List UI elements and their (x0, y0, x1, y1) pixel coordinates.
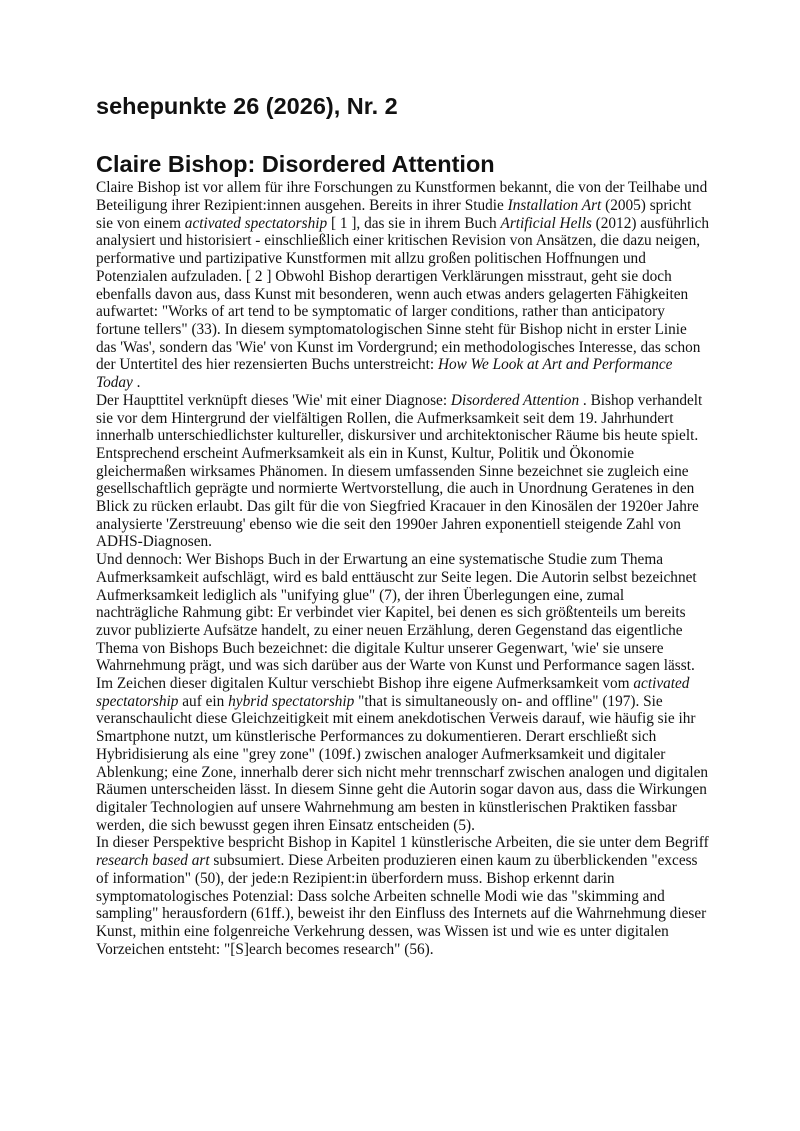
italic-text: hybrid spectatorship (228, 692, 355, 710)
paragraph (96, 179, 710, 391)
paragraph (96, 551, 710, 675)
text-run: . (132, 374, 141, 392)
paragraph (96, 675, 710, 834)
text-run: Im Zeichen dieser digitalen Kultur verschiebt Bishop ihre eigene Aufmerksamkeit vom (96, 675, 634, 693)
paragraph (96, 834, 710, 958)
text-run: "that is simultaneously on- and offline" (197). Sie veranschaulicht diese Gleichzeitigkeit mit einem anekdotischen Verweis darauf, wie häufig sie ihr Smartphone nutzt, um künstlerische Performances zu dokumentieren. Derart erschließt sich Hybridisierung als eine "grey zone" (109f.) zwischen analoger Aufmerksamkeit und digitaler Ablenkung; eine Zone, innerhalb derer sich nicht mehr trennscharf zwischen analogen und digitalen Räumen unterscheiden lässt. In diesem Sinne geht die Autorin sogar davon aus, dass die Wirkungen digitaler Technologien auf unsere Wahrnehmung am besten in künstlerischen Praktiken fassbar werden, die sich bewusst gegen ihren Einsatz entscheiden (5). (96, 692, 709, 834)
italic-text: Disordered Attention (450, 391, 580, 409)
text-run: [ 1 ], das sie in ihrem Buch (327, 214, 501, 232)
text-run: subsumiert. Diese Arbeiten produzieren einen kaum zu überblickenden "excess of information" (50), der jede:n Rezipient:in überfordern muss. Bishop erkennt darin symptomatologisches Potenzial: Dass solche Arbeiten schnelle Modi wie das "skimming and sampling" herausfordern (61ff.), beweist ihr den Einfluss des Internets auf die Wahrnehmung dieser Kunst, mithin eine folgenreiche Verkehrung dessen, was Wissen ist und wie es unter digitalen Vorzeichen entsteht: "[S]earch becomes research" (56). (96, 852, 707, 958)
text-run: (2012) ausführlich analysiert und historisiert - einschließlich einer kritischen Revision von Ansätzen, die dazu neigen, performative und partizipative Kunstformen mit allzu großen politischen Hoffnungen und Potenzialen aufzuladen. [ 2 ] Obwohl Bishop derartigen Verklärungen misstraut, geht sie doch ebenfalls davon aus, dass Kunst mit besonderen, wenn auch etwas anders gelagerten Fähigkeiten aufwartet: "Works of art tend to be symptomatic of larger conditions, rather than anticipatory fortune tellers" (33). In diesem symptomatologischen Sinne steht für Bishop nicht in erster Linie das 'Was', sondern das 'Wie' von Kunst im Vordergrund; ein methodologisches Interesse, das schon der Untertitel des hier rezensierten Buchs unterstreicht: (96, 214, 710, 374)
italic-text: Artificial Hells (500, 214, 592, 232)
review-body (96, 179, 710, 958)
paragraph (96, 392, 710, 551)
text-run: Der Haupttitel verknüpft dieses 'Wie' mit einer Diagnose: (96, 391, 451, 409)
review-title: Claire Bishop: Disordered Attention (96, 151, 495, 178)
text-run: (2005) spricht sie von einem (96, 197, 692, 232)
italic-text: research based art (96, 852, 210, 870)
text-run: . Bishop verhandelt sie vor dem Hintergrund der vielfältigen Rollen, die Aufmerksamkeit seit dem 19. Jahrhundert innerhalb unterschiedlichster kultureller, diskursiver und architektonischer Räume bis heute spielt. Entsprechend erscheint Aufmerksamkeit als ein in Kunst, Kultur, Politik und Ökonomie gleichermaßen wirksames Phänomen. In diesem umfassenden Sinne bezeichnet sie zugleich eine gesellschaftlich geprägte und normierte Wertvorstellung, die auch in Unordnung Geratenes in den Blick zu rücken erlaubt. Das gilt für die von Siegfried Kracauer in den Kinosälen der 1920er Jahre analysierte 'Zerstreuung' ebenso wie die seit den 1990er Jahren exponentiell steigende Zahl von ADHS-Diagnosen. (96, 391, 703, 551)
journal-heading: sehepunkte 26 (2026), Nr. 2 (96, 93, 398, 119)
text-run: Claire Bishop ist vor allem für ihre Forschungen zu Kunstformen bekannt, die von der Teilhabe und Beteiligung ihrer Rezipient:innen ausgehen. Bereits in ihrer Studie (96, 179, 708, 215)
text-run: auf ein (178, 692, 229, 710)
text-run: In dieser Perspektive bespricht Bishop in Kapitel 1 künstlerische Arbeiten, die sie unter dem Begriff (96, 834, 709, 852)
document-page (96, 92, 710, 958)
italic-text: activated spectatorship (184, 214, 328, 232)
italic-text: Installation Art (507, 197, 602, 215)
italic-text: How We Look at Art and Performance Today (96, 356, 673, 392)
italic-text: activated spectatorship (96, 675, 690, 710)
text-run: Und dennoch: Wer Bishops Buch in der Erwartung an eine systematische Studie zum Thema Aufmerksamkeit aufschlägt, wird es bald enttäuscht zur Seite legen. Die Autorin selbst bezeichnet Aufmerksamkeit lediglich als "unifying glue" (7), der ihren Überlegungen eine, zumal nachträgliche Rahmung gibt: Er verbindet vier Kapitel, bei denen es sich größtenteils um bereits zuvor publizierte Aufsätze handelt, zu einer neuen Erzählung, deren Gegenstand das eigentliche Thema von Bishops Buch bezeichnet: die digitale Kultur unserer Gegenwart, 'wie' sie unsere Wahrnehmung prägt, und was sich darüber aus der Warte von Kunst und Performance sagen lässt. (96, 551, 697, 675)
